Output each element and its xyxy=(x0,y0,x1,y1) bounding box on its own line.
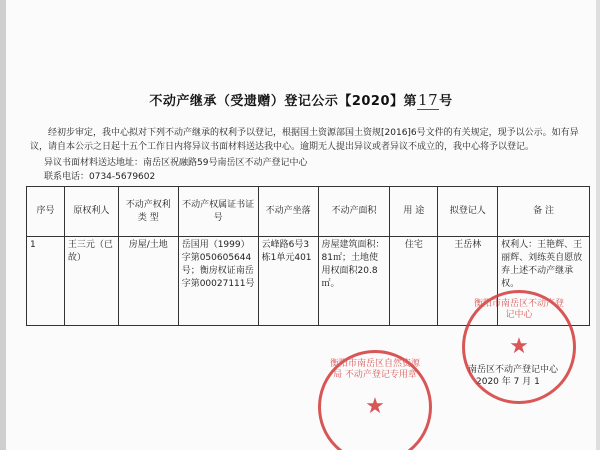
natural-resources-bureau-seal xyxy=(318,350,432,450)
table-cell: 房屋/土地 xyxy=(118,237,178,326)
table-cell: 王三元（已故） xyxy=(64,237,118,326)
document-page xyxy=(6,0,596,450)
contact-phone: 联系电话：0734-5679602 xyxy=(44,172,156,182)
objection-address: 异议书面材料送达地址：南岳区祝融路59号南岳区不动产登记中心 xyxy=(44,158,308,168)
table-header-row xyxy=(27,187,590,237)
header-cell: 不动产权利类 型 xyxy=(118,187,178,237)
star-icon: ★ xyxy=(365,394,385,420)
title-prefix: 不动产继承（受遗赠）登记公示【2020】第 xyxy=(149,94,418,109)
title-number: 17 xyxy=(418,91,439,109)
table-cell: 岳国用（1999）字第050605644号；衡房权证南岳字第00027111号 xyxy=(178,237,258,326)
header-cell: 备 注 xyxy=(498,187,590,237)
header-cell: 不动产面积 xyxy=(318,187,390,237)
table-cell: 云峰路6号3栋1单元401 xyxy=(258,237,318,326)
header-cell: 用 途 xyxy=(390,187,438,237)
registration-center-seal xyxy=(462,290,576,404)
table-cell: 权利人：王艳辉、王丽辉、刘练英自愿放弃上述不动产继承权。 xyxy=(498,237,590,326)
page-title xyxy=(6,90,596,109)
notice-paragraph: 经初步审定，我中心拟对下列不动产继承的权利予以登记，根据国土资源部国土资规[2016]6号文件的有关规定，现予以公示。如有异议，请自本公示之日起十五个工作日内将异议书面材料送达我中心。逾期无人提出异议或者异议不成立的，我中心将予以登记。 xyxy=(30,128,579,152)
header-cell: 不动产权属证书证 号 xyxy=(178,187,258,237)
table-cell: 王岳林 xyxy=(438,237,498,326)
star-icon: ★ xyxy=(509,334,529,360)
table-cell: 住宅 xyxy=(390,237,438,326)
issue-date: 2020 年 7 月 1 xyxy=(476,377,540,387)
seal-text: 衡阳市南岳区不动产登记中心 xyxy=(473,299,564,320)
header-cell: 原权利人 xyxy=(64,187,118,237)
header-cell: 拟登记人 xyxy=(438,187,498,237)
header-cell: 序号 xyxy=(27,187,65,237)
title-suffix: 号 xyxy=(439,94,453,109)
table-cell: 房屋建筑面积：81㎡；土地使用权面积20.8㎡。 xyxy=(318,237,390,326)
seal-text: 衡阳市南岳区自然资源局 不动产登记专用章 xyxy=(329,359,420,380)
issuer-name: 南岳区不动产登记中心 xyxy=(468,365,559,375)
table-cell: 1 xyxy=(27,237,65,326)
header-cell: 不动产坐落 xyxy=(258,187,318,237)
